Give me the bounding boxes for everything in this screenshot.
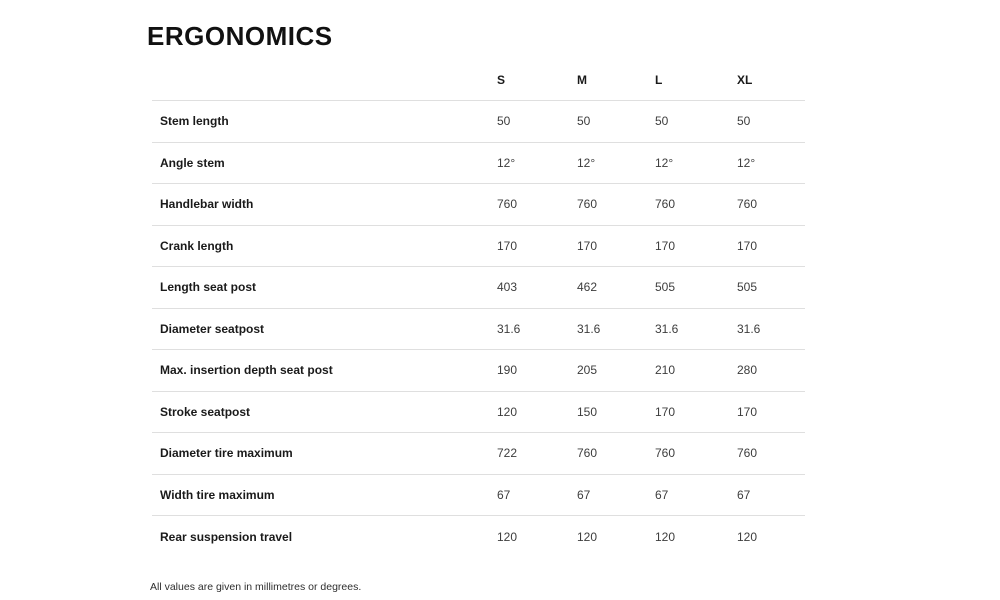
- cell-xl: 760: [737, 446, 758, 461]
- row-label: Diameter seatpost: [160, 321, 265, 336]
- cell-m: 120: [577, 529, 598, 544]
- cell-m: 150: [577, 404, 598, 419]
- page-title: ERGONOMICS: [147, 21, 333, 52]
- table-row-diameter-tire-maximum: [152, 433, 805, 475]
- column-header-s: S: [497, 73, 506, 87]
- cell-xl: 67: [737, 487, 751, 502]
- cell-s: 170: [497, 238, 518, 253]
- cell-m: 205: [577, 363, 598, 378]
- cell-s: 760: [497, 197, 518, 212]
- cell-xl: 505: [737, 280, 758, 295]
- table-row-max-insertion-depth: [152, 350, 805, 392]
- cell-l: 31.6: [655, 321, 679, 336]
- cell-l: 170: [655, 404, 676, 419]
- cell-l: 505: [655, 280, 676, 295]
- cell-xl: 31.6: [737, 321, 761, 336]
- cell-s: 12°: [497, 155, 516, 170]
- cell-s: 190: [497, 363, 518, 378]
- table-row-stroke-seatpost: [152, 392, 805, 434]
- column-header-l: L: [655, 73, 663, 87]
- cell-m: 12°: [577, 155, 596, 170]
- row-label: Crank length: [160, 238, 234, 253]
- cell-l: 50: [655, 114, 669, 129]
- table-row-width-tire-maximum: [152, 475, 805, 517]
- column-header-m: M: [577, 73, 587, 87]
- row-label: Angle stem: [160, 155, 225, 170]
- cell-xl: 170: [737, 404, 758, 419]
- cell-s: 67: [497, 487, 511, 502]
- cell-xl: 120: [737, 529, 758, 544]
- cell-l: 210: [655, 363, 676, 378]
- row-label: Rear suspension travel: [160, 529, 293, 544]
- cell-xl: 12°: [737, 155, 756, 170]
- ergonomics-table: [152, 60, 805, 558]
- table-row-handlebar-width: [152, 184, 805, 226]
- cell-l: 67: [655, 487, 669, 502]
- table-row-stem-length: [152, 101, 805, 143]
- row-label: Stroke seatpost: [160, 404, 251, 419]
- cell-l: 760: [655, 197, 676, 212]
- cell-m: 170: [577, 238, 598, 253]
- cell-xl: 50: [737, 114, 751, 129]
- cell-l: 760: [655, 446, 676, 461]
- table-header-row: [152, 60, 805, 101]
- cell-l: 170: [655, 238, 676, 253]
- table-row-rear-suspension-travel: [152, 516, 805, 558]
- row-label: Max. insertion depth seat post: [160, 363, 333, 378]
- row-label: Length seat post: [160, 280, 257, 295]
- cell-s: 120: [497, 404, 518, 419]
- cell-xl: 170: [737, 238, 758, 253]
- row-label: Handlebar width: [160, 197, 254, 212]
- cell-xl: 280: [737, 363, 758, 378]
- table-row-diameter-seatpost: [152, 309, 805, 351]
- cell-xl: 760: [737, 197, 758, 212]
- cell-m: 462: [577, 280, 598, 295]
- cell-s: 722: [497, 446, 518, 461]
- row-label: Diameter tire maximum: [160, 446, 293, 461]
- footnote: All values are given in millimetres or degrees.: [150, 580, 362, 593]
- cell-s: 31.6: [497, 321, 521, 336]
- cell-s: 403: [497, 280, 518, 295]
- table-row-crank-length: [152, 226, 805, 268]
- cell-s: 120: [497, 529, 518, 544]
- cell-s: 50: [497, 114, 511, 129]
- row-label: Width tire maximum: [160, 487, 275, 502]
- cell-m: 67: [577, 487, 591, 502]
- cell-m: 50: [577, 114, 591, 129]
- cell-m: 760: [577, 197, 598, 212]
- cell-m: 760: [577, 446, 598, 461]
- row-label: Stem length: [160, 114, 229, 129]
- column-header-xl: XL: [737, 73, 753, 87]
- table-row-angle-stem: [152, 143, 805, 185]
- cell-m: 31.6: [577, 321, 601, 336]
- cell-l: 120: [655, 529, 676, 544]
- table-row-length-seat-post: [152, 267, 805, 309]
- cell-l: 12°: [655, 155, 674, 170]
